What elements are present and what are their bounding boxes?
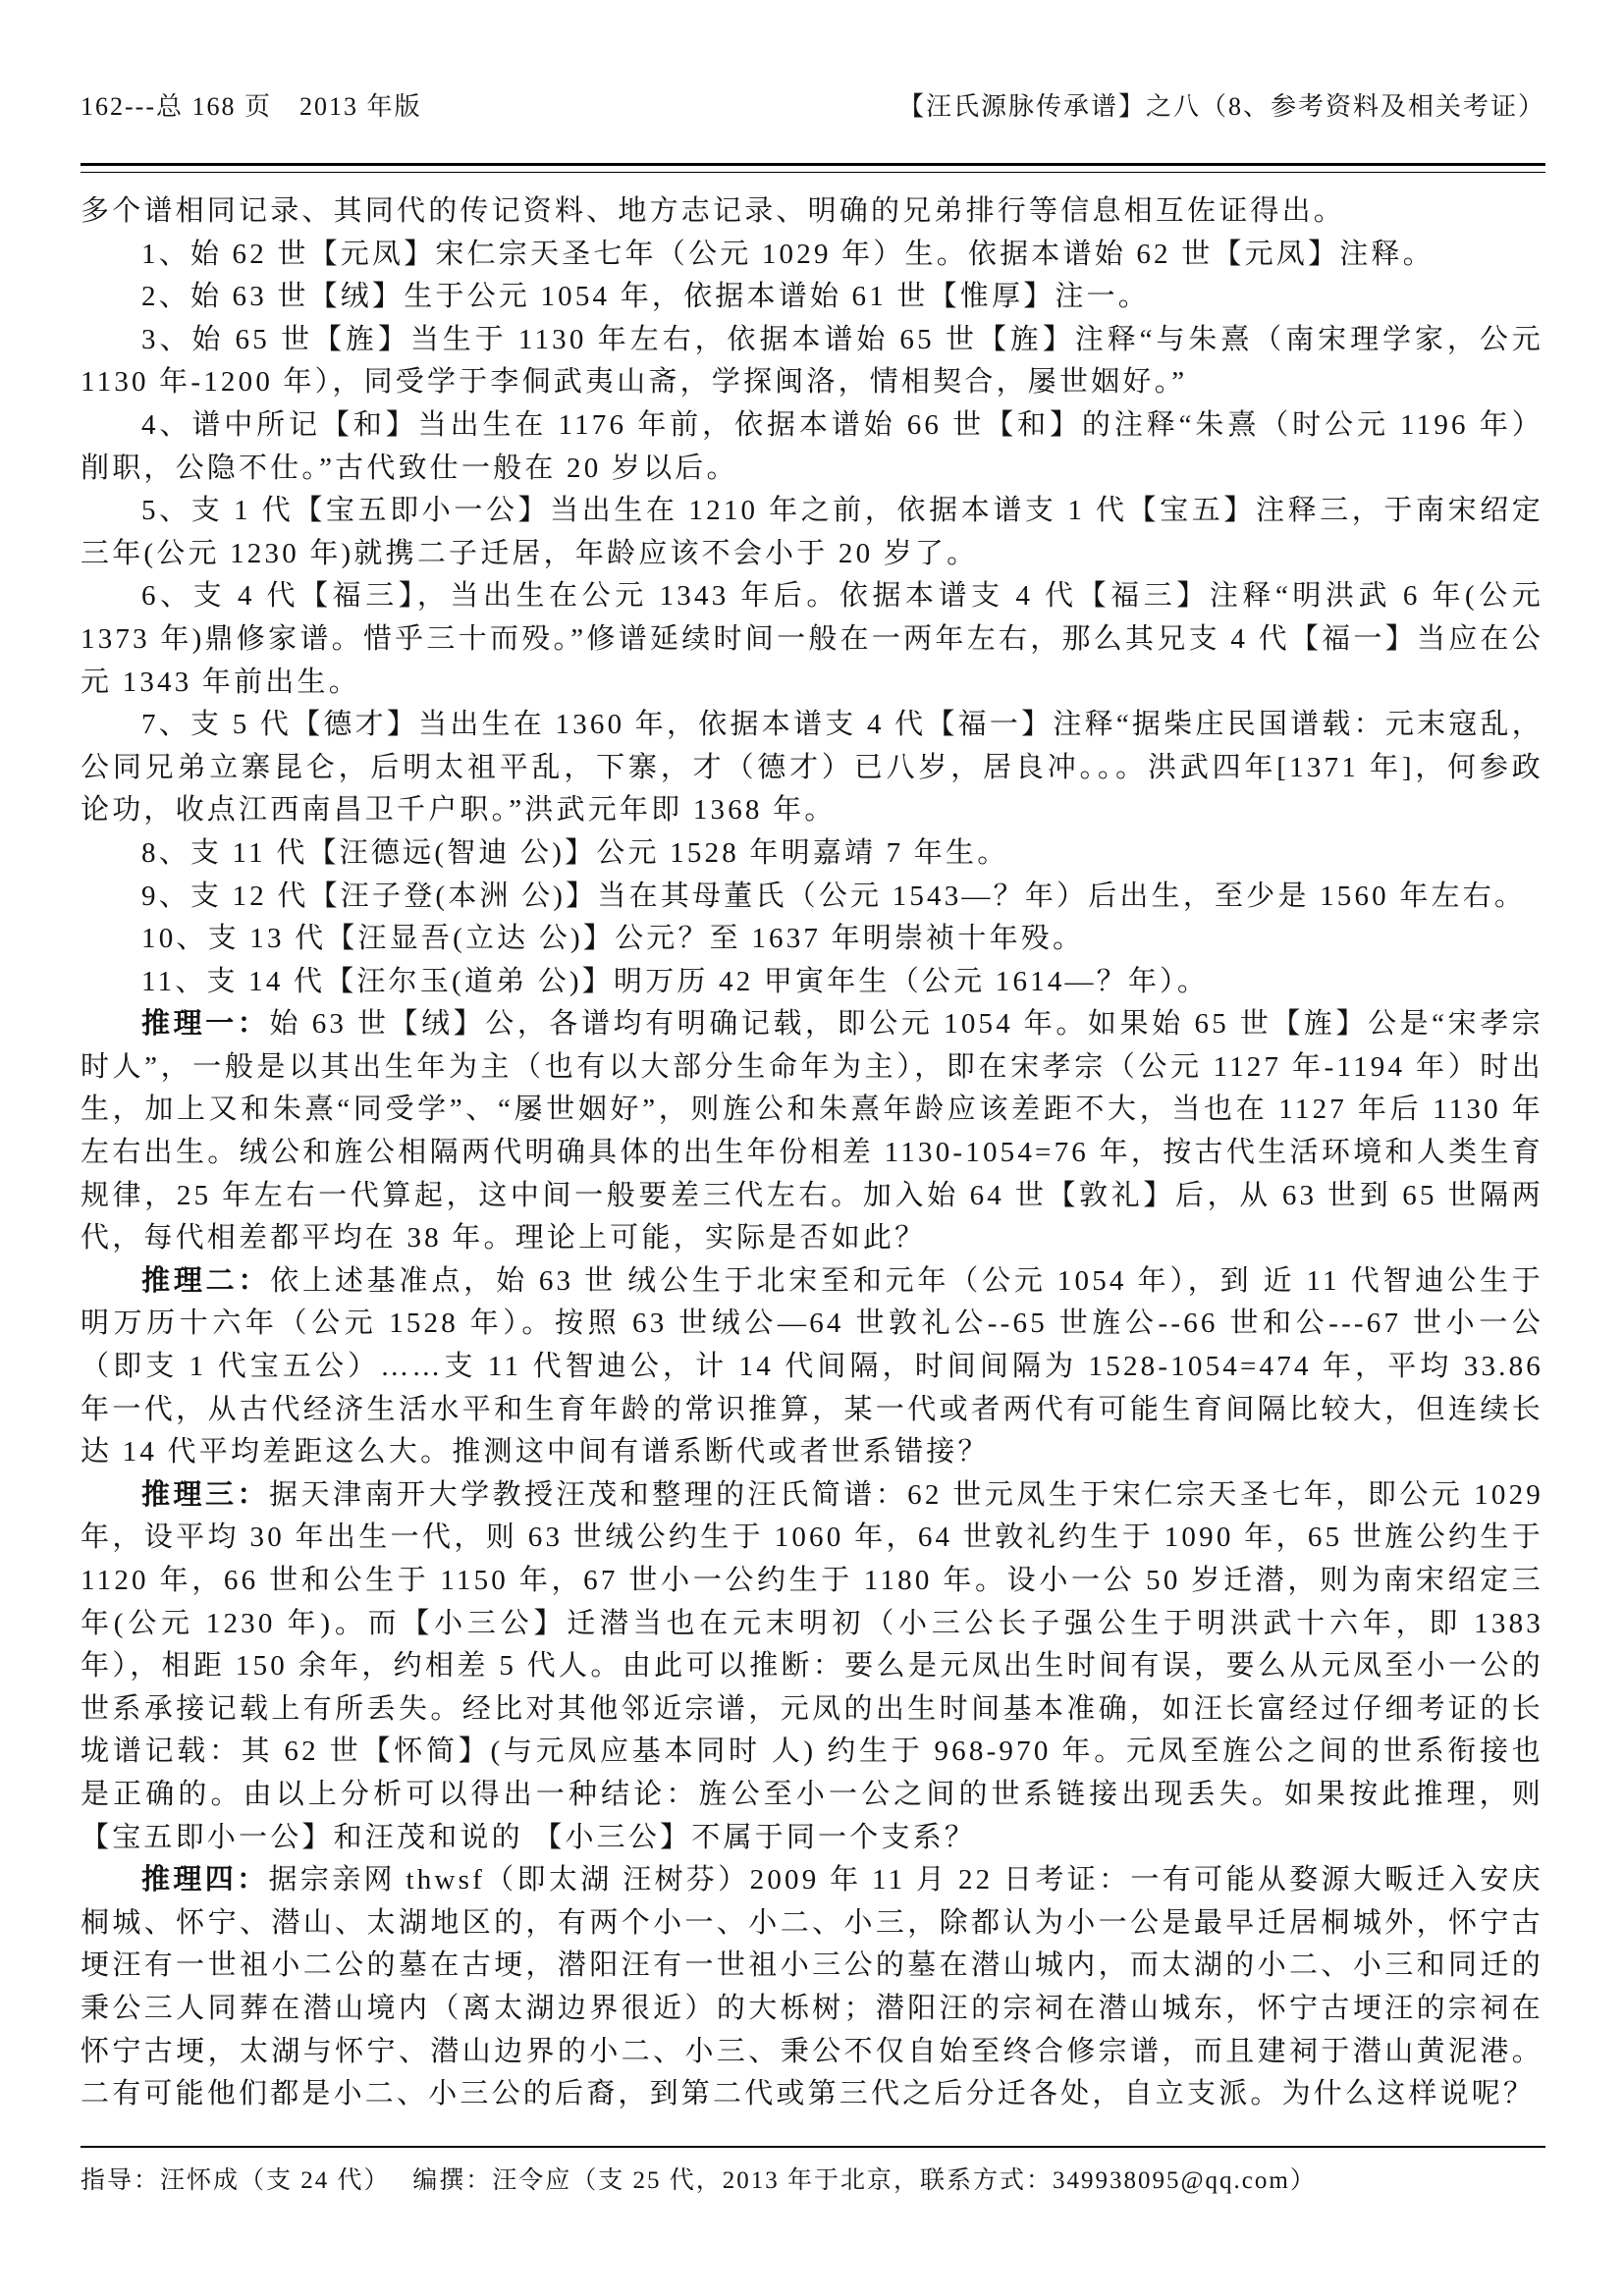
footer-rule — [81, 2146, 1545, 2148]
paragraph: 8、支 11 代【汪德远(智迪 公)】公元 1528 年明嘉靖 7 年生。 — [141, 836, 1009, 869]
reasoning-paragraph: 推理一：始 63 世【绒】公，各谱均有明确记载，即公元 1054 年。如果始 65 世【旌】公是“宋孝宗时人”，一般是以其出生年为主（也有以大部分生命年为主），即在宋孝宗（公元 1127 年-1194 年）时出生，加上又和朱熹“同受学”、“屡世姻好”，则旌公和朱熹年龄应该差距不大，当也在 1127 年后 1130 年左右出生。绒公和旌公相隔两代明确具体的出生年份相差 1130-1054=76 年，按古代生活环境和人类生育规律，25 年左右一代算起，这中间一般要差三代左右。加入始 64 世【敦礼】后，从 63 世到 65 世隔两代，每代相差都平均在 38 年。理论上可能，实际是否如此？ — [81, 1008, 1543, 1255]
header-rule-thin — [81, 172, 1545, 173]
document-title: 【汪氏源脉传承谱】之八（8、参考资料及相关考证） — [897, 92, 1545, 121]
page-header — [81, 86, 1545, 123]
reasoning-label: 推理二： — [141, 1264, 271, 1297]
paragraph: 多个谱相同记录、其同代的传记资料、地方志记录、明确的兄弟排行等信息相互佐证得出。 — [81, 195, 1346, 227]
reasoning-label: 推理四： — [141, 1864, 269, 1896]
paragraph: 1、始 62 世【元凤】宋仁宗天圣七年（公元 1029 年）生。依据本谱始 62 世【元凤】注释。 — [141, 238, 1435, 270]
paragraph: 4、谱中所记【和】当出生在 1176 年前，依据本谱始 66 世【和】的注释“朱熹（时公元 1196 年）削职，公隐不仕。”古代致仕一般在 20 岁以后。 — [81, 408, 1543, 484]
paragraph: 11、支 14 代【汪尔玉(道弟 公)】明万历 42 甲寅年生（公元 1614—？年）。 — [141, 965, 1210, 997]
paragraph: 9、支 12 代【汪子登(本洲 公)】当在其母董氏（公元 1543—？年）后出生，至少是 1560 年左右。 — [141, 880, 1527, 912]
reasoning-paragraph: 推理二：依上述基准点，始 63 世 绒公生于北宋至和元年（公元 1054 年），到 近 11 代智迪公生于明万历十六年（公元 1528 年）。按照 63 世绒公—64 世敦礼公--65 世旌公--66 世和公---67 世小一公（即支 1 代宝五公）……支 11 代智迪公，计 14 代间隔，时间间隔为 1528-1054=474 年，平均 33.86 年一代，从古代经济生活水平和生育年龄的常识推算，某一代或者两代有可能生育间隔比较大，但连续长达 14 代平均差距这么大。推测这中间有谱系断代或者世系错接？ — [81, 1264, 1543, 1468]
paragraph: 5、支 1 代【宝五即小一公】当出生在 1210 年之前，依据本谱支 1 代【宝五】注释三，于南宋绍定三年(公元 1230 年)就携二子迁居，年龄应该不会小于 20 岁了。 — [81, 495, 1543, 569]
document-body — [81, 190, 1543, 2116]
paragraph: 2、始 63 世【绒】生于公元 1054 年，依据本谱始 61 世【惟厚】注一。 — [141, 281, 1151, 313]
paragraph: 6、支 4 代【福三】，当出生在公元 1343 年后。依据本谱支 4 代【福三】注释“明洪武 6 年(公元 1373 年)鼎修家谱。惜乎三十而殁。”修谱延续时间一般在一两年左右，那么其兄支 4 代【福一】当应在公元 1343 年前出生。 — [81, 580, 1543, 698]
page-footer: 指导：汪怀成（支 24 代） 编撰：汪令应（支 25 代，2013 年于北京，联系方式：349938095@qq.com） — [81, 2167, 1317, 2194]
paragraph: 7、支 5 代【德才】当出生在 1360 年，依据本谱支 4 代【福一】注释“据柴庄民国谱载：元末寇乱，公同兄弟立寨昆仑，后明太祖平乱，下寨，才（德才）已八岁，居良冲。。。洪武四年[1371 年]，何参政论功，收点江西南昌卫千户职。”洪武元年即 1368 年。 — [81, 709, 1543, 827]
paragraph: 10、支 13 代【汪显吾(立达 公)】公元？至 1637 年明崇祯十年殁。 — [141, 923, 1085, 955]
reasoning-label: 推理一： — [141, 1008, 270, 1041]
paragraph: 3、始 65 世【旌】当生于 1130 年左右，依据本谱始 65 世【旌】注释“与朱熹（南宋理学家，公元 1130 年-1200 年），同受学于李侗武夷山斋，学探闽洛，情相契合，屡世姻好。” — [81, 323, 1543, 399]
page-number-info: 162---总 168 页 2013 年版 — [81, 92, 422, 121]
header-rule-thick — [81, 163, 1545, 166]
reasoning-paragraph: 推理三：据天津南开大学教授汪茂和整理的汪氏简谱：62 世元凤生于宋仁宗天圣七年，即公元 1029 年，设平均 30 年出生一代，则 63 世绒公约生于 1060 年，64 世敦礼约生于 1090 年，65 世旌公约生于 1120 年，66 世和公生于 1150 年，67 世小一公约生于 1180 年。设小一公 50 岁迁潜，则为南宋绍定三年(公元 1230 年)。而【小三公】迁潜当也在元末明初（小三公长子强公生于明洪武十六年，即 1383 年），相距 150 余年，约相差 5 代人。由此可以推断：要么是元凤出生时间有误，要么从元凤至小一公的世系承接记载上有所丢失。经比对其他邻近宗谱，元凤的出生时间基本准确，如汪长富经过仔细考证的长垅谱记载：其 62 世【怀简】(与元凤应基本同时 人) 约生于 968-970 年。元凤至旌公之间的世系衔接也是正确的。由以上分析可以得出一种结论：旌公至小一公之间的世系链接出现丢失。如果按此推理，则【宝五即小一公】和汪茂和说的 【小三公】不属于同一个支系？ — [81, 1478, 1543, 1853]
reasoning-paragraph: 推理四：据宗亲网 thwsf（即太湖 汪树芬）2009 年 11 月 22 日考证：一有可能从婺源大畈迁入安庆桐城、怀宁、潜山、太湖地区的，有两个小一、小二、小三，除都认为小一公是最早迁居桐城外，怀宁古埂汪有一世祖小二公的墓在古埂，潜阳汪有一世祖小三公的墓在潜山城内，而太湖的小二、小三和同迁的秉公三人同葬在潜山境内（离太湖边界很近）的大栎树；潜阳汪的宗祠在潜山城东，怀宁古埂汪的宗祠在怀宁古埂，太湖与怀宁、潜山边界的小二、小三、秉公不仅自始至终合修宗谱，而且建祠于潜山黄泥港。二有可能他们都是小二、小三公的后裔，到第二代或第三代之后分迁各处，自立支派。为什么这样说呢？ — [81, 1864, 1543, 2110]
reasoning-label: 推理三： — [141, 1478, 270, 1511]
